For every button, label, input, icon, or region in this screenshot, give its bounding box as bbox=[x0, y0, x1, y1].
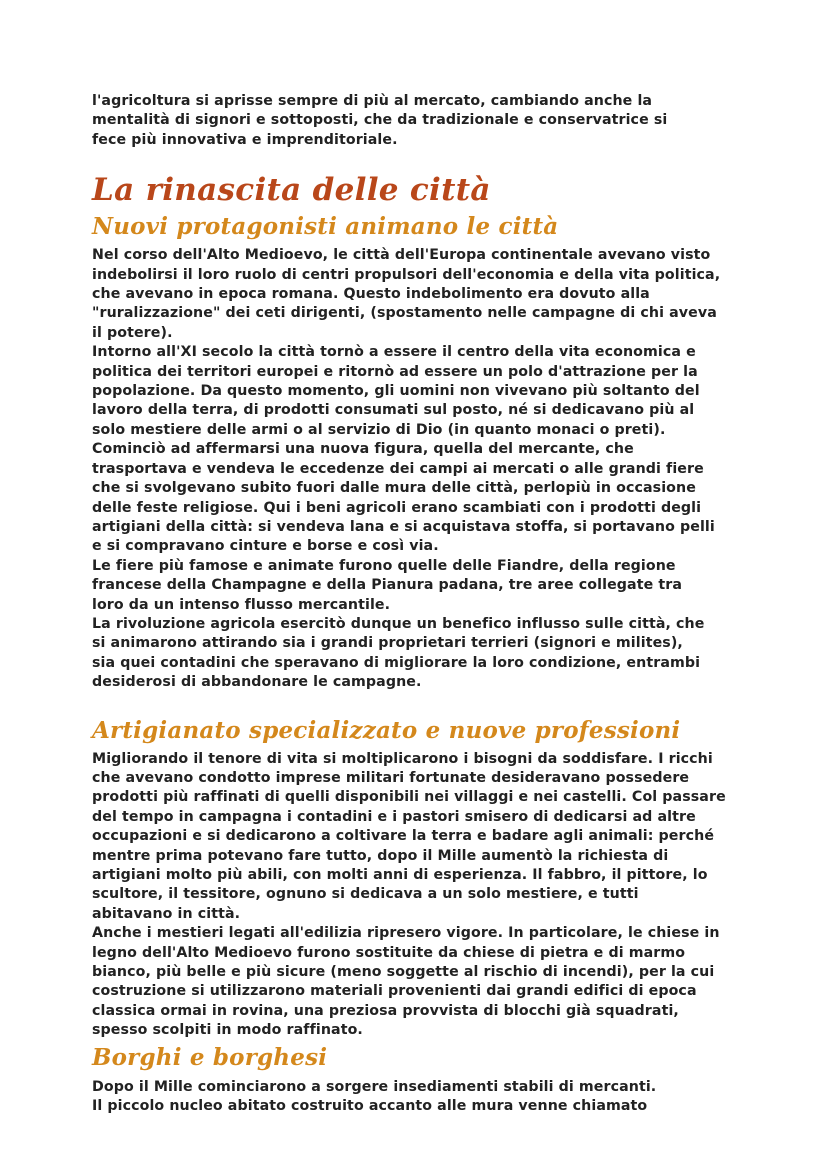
text-line: Cominciò ad affermarsi una nuova figura, quella del mercante, che bbox=[92, 441, 634, 458]
text-line: solo mestiere delle armi o al servizio di Dio (in quanto monaci o preti). bbox=[92, 421, 666, 438]
text-line: costruzione si utilizzarono materiali provenienti dai grandi edifici di epoca bbox=[92, 983, 697, 1000]
text-line: artigiani della città: si vendeva lana e si acquistava stoffa, si portavano pelli bbox=[92, 518, 715, 535]
text-line: indebolirsi il loro ruolo di centri propulsori dell'economia e della vita politica, bbox=[92, 266, 721, 283]
text-line: prodotti più raffinati di quelli disponibili nei villaggi e nei castelli. Col passare bbox=[92, 789, 726, 806]
text-line: Il piccolo nucleo abitato costruito accanto alle mura venne chiamato bbox=[92, 1098, 648, 1115]
text-line: Anche i mestieri legati all'edilizia ripresero vigore. In particolare, le chiese in bbox=[92, 925, 720, 942]
document-page bbox=[92, 92, 742, 1116]
text-line: che avevano in epoca romana. Questo indebolimento era dovuto alla bbox=[92, 286, 650, 303]
text-line: classica ormai in rovina, una preziosa provvista di blocchi già squadrati, bbox=[92, 1002, 679, 1019]
paragraph bbox=[92, 1078, 742, 1117]
text-line: desiderosi di abbandonare le campagne. bbox=[92, 674, 422, 691]
text-line: politica dei territori europei e ritornò ad essere un polo d'attrazione per la bbox=[92, 363, 698, 380]
paragraph bbox=[92, 615, 742, 693]
section-title: La rinascita delle città bbox=[92, 172, 491, 209]
subsection-title-artigianato: Artigianato specializzato e nuove professioni bbox=[92, 716, 681, 744]
text-line: trasportava e vendeva le eccedenze dei campi ai mercati o alle grandi fiere bbox=[92, 460, 704, 477]
text-line: che si svolgevano subito fuori dalle mura delle città, perlopiù in occasione bbox=[92, 480, 696, 497]
text-line: del tempo in campagna i contadini e i pastori smisero di dedicarsi ad altre bbox=[92, 808, 696, 825]
text-line: La rivoluzione agricola esercitò dunque un benefico influsso sulle città, che bbox=[92, 615, 705, 632]
paragraph bbox=[92, 750, 742, 925]
text-line: popolazione. Da questo momento, gli uomini non vivevano più soltanto del bbox=[92, 383, 700, 400]
text-line: il potere). bbox=[92, 324, 173, 341]
text-line: mentalità di signori e sottoposti, che da tradizionale e conservatrice si bbox=[92, 112, 668, 129]
text-line: bianco, più belle e più sicure (meno soggette al rischio di incendi), per la cui bbox=[92, 964, 715, 981]
text-line: che avevano condotto imprese militari fortunate desideravano possedere bbox=[92, 769, 690, 786]
text-line: Migliorando il tenore di vita si moltiplicarono i bisogni da soddisfare. I ricchi bbox=[92, 750, 713, 767]
paragraph bbox=[92, 924, 742, 1040]
subsection-title-nuovi-protagonisti: Nuovi protagonisti animano le città bbox=[92, 213, 559, 241]
text-line: fece più innovativa e imprenditoriale. bbox=[92, 131, 398, 148]
text-line: loro da un intenso flusso mercantile. bbox=[92, 596, 391, 613]
paragraph bbox=[92, 246, 742, 343]
intro-paragraph bbox=[92, 92, 742, 150]
text-line: lavoro della terra, di prodotti consumati sul posto, né si dedicavano più al bbox=[92, 402, 695, 419]
text-line: si animarono attirando sia i grandi proprietari terrieri (signori e milites), bbox=[92, 635, 683, 652]
text-line: Dopo il Mille cominciarono a sorgere insediamenti stabili di mercanti. bbox=[92, 1078, 657, 1095]
text-line: occupazioni e si dedicarono a coltivare la terra e badare agli animali: perché bbox=[92, 828, 715, 845]
text-line: e si compravano cinture e borse e così via. bbox=[92, 538, 439, 555]
subsection-title-borghi: Borghi e borghesi bbox=[92, 1043, 328, 1071]
text-line: francese della Champagne e della Pianura padana, tre aree collegate tra bbox=[92, 577, 683, 594]
text-line: artigiani molto più abili, con molti anni di esperienza. Il fabbro, il pittore, lo bbox=[92, 867, 708, 883]
text-line: "ruralizzazione" dei ceti dirigenti, (spostamento nelle campagne di chi aveva bbox=[92, 305, 717, 322]
text-line: Le fiere più famose e animate furono quelle delle Fiandre, della regione bbox=[92, 557, 676, 574]
text-line: abitavano in città. bbox=[92, 905, 241, 922]
paragraph bbox=[92, 343, 742, 556]
text-line: Nel corso dell'Alto Medioevo, le città dell'Europa continentale avevano visto bbox=[92, 247, 711, 264]
text-line: mentre prima potevano fare tutto, dopo il Mille aumentò la richiesta di bbox=[92, 847, 669, 864]
paragraph bbox=[92, 557, 742, 615]
text-line: l'agricoltura si aprisse sempre di più al mercato, cambiando anche la bbox=[92, 93, 653, 109]
text-line: legno dell'Alto Medioevo furono sostituite da chiese di pietra e di marmo bbox=[92, 944, 686, 961]
text-line: Intorno all'XI secolo la città tornò a essere il centro della vita economica e bbox=[92, 344, 696, 361]
text-line: scultore, il tessitore, ognuno si dedicava a un solo mestiere, e tutti bbox=[92, 886, 639, 903]
text-line: spesso scolpiti in modo raffinato. bbox=[92, 1022, 363, 1039]
text-line: sia quei contadini che speravano di migliorare la loro condizione, entrambi bbox=[92, 654, 701, 671]
text-line: delle feste religiose. Qui i beni agricoli erano scambiati con i prodotti degli bbox=[92, 499, 702, 516]
